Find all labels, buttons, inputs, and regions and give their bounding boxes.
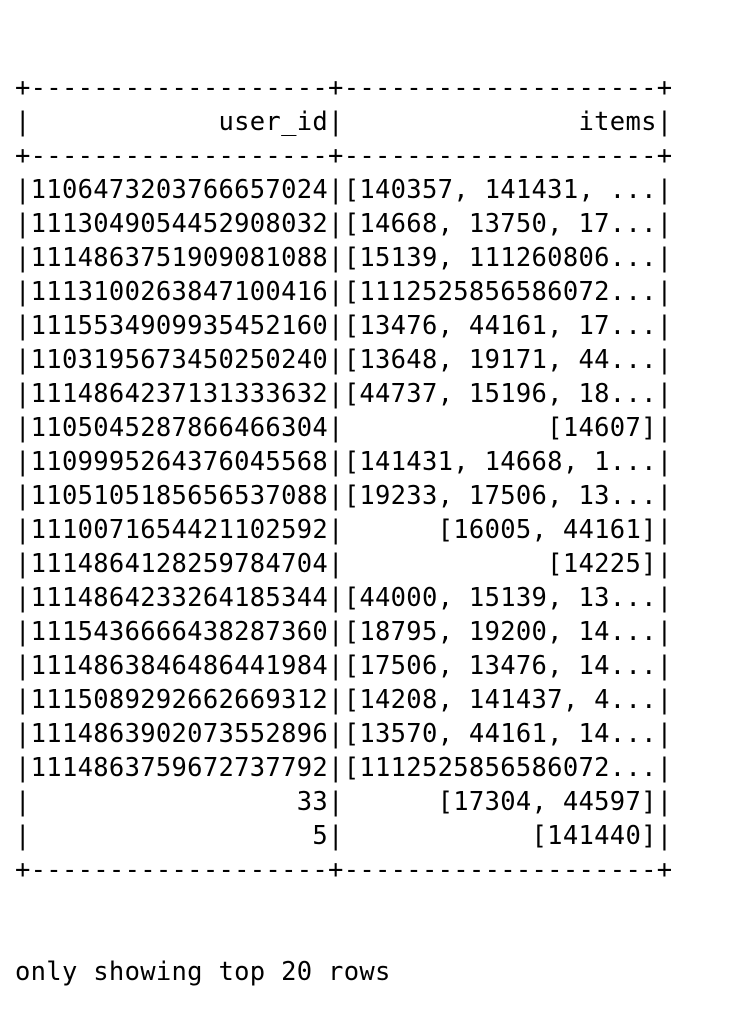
footer-note: only showing top 20 rows <box>15 957 391 987</box>
table-row: |1113100263847100416|[1112525856586072...| <box>15 277 673 307</box>
table-row: |1115089292662669312|[14208, 141437, 4...| <box>15 685 673 715</box>
table-row: | 33| [17304, 44597]| <box>15 787 673 817</box>
table-row: |1115534909935452160|[13476, 44161, 17...| <box>15 311 673 341</box>
table-row: |1114863759672737792|[1112525856586072...| <box>15 753 673 783</box>
table-row: |1114863902073552896|[13570, 44161, 14...| <box>15 719 673 749</box>
table-row: |1114863751909081088|[15139, 111260806...| <box>15 243 673 273</box>
dataframe-output <box>15 3 672 1023</box>
table-border-top: +-------------------+--------------------+ <box>15 73 673 103</box>
table-row: |1105105185656537088|[19233, 17506, 13...| <box>15 481 673 511</box>
table-row: | 5| [141440]| <box>15 821 673 851</box>
table-row: |1114864233264185344|[44000, 15139, 13...| <box>15 583 673 613</box>
table-border-bottom: +-------------------+--------------------+ <box>15 855 673 885</box>
table-row: |1110071654421102592| [16005, 44161]| <box>15 515 673 545</box>
table-border-header: +-------------------+--------------------+ <box>15 141 673 171</box>
table-header-row: | user_id| items| <box>15 107 673 137</box>
table-row: |1114863846486441984|[17506, 13476, 14...| <box>15 651 673 681</box>
table-row: |1115436666438287360|[18795, 19200, 14...| <box>15 617 673 647</box>
ascii-table <box>15 71 672 887</box>
table-row: |1106473203766657024|[140357, 141431, ...| <box>15 175 673 205</box>
table-row: |1114864237131333632|[44737, 15196, 18...| <box>15 379 673 409</box>
table-row: |1103195673450250240|[13648, 19171, 44...| <box>15 345 673 375</box>
table-row: |1109995264376045568|[141431, 14668, 1...| <box>15 447 673 477</box>
table-row: |1113049054452908032|[14668, 13750, 17...| <box>15 209 673 239</box>
table-row: |1105045287866466304| [14607]| <box>15 413 673 443</box>
table-row: |1114864128259784704| [14225]| <box>15 549 673 579</box>
